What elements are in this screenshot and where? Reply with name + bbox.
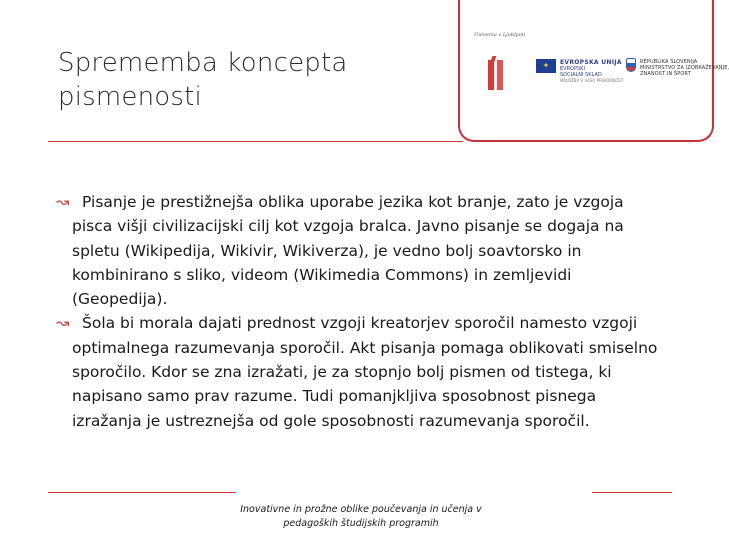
ministry-text-1: REPUBLIKA SLOVENIJA <box>640 59 698 65</box>
list-item <box>58 190 658 311</box>
ministry-text-3: ZNANOST IN ŠPORT <box>640 71 691 77</box>
ornamental-bullet-icon: ↝ <box>56 192 70 211</box>
coat-of-arms-icon <box>626 58 636 72</box>
university-logo-icon <box>486 56 506 90</box>
eu-text-2: EVROPSKI <box>560 66 585 72</box>
slide-title-line-2: pismenosti <box>58 82 202 112</box>
eu-text-3: SOCIALNI SKLAD <box>560 72 602 78</box>
slide-title-line-1: Sprememba koncepta <box>58 48 348 78</box>
bullet-text: Pisanje je prestižnejša oblika uporabe jezika kot branje, zato je vzgoja pisca višji civilizacijski cilj kot vzgoja bralca. Javno pisanje se dogaja na spletu (Wikipedija, Wikivir, Wikiverza), je vedno bolj soavtorsko in kombinirano s sliko, videom (Wikimedia Commons) in zemljevidi (Geopedija). <box>72 193 624 309</box>
slide-footer <box>226 503 496 531</box>
footer-line-2: pedagoških študijskih programih <box>283 518 439 529</box>
bullet-text: Šola bi morala dajati prednost vzgoji kreatorjev sporočil namesto vzgoji optimalnega razumevanja sporočil. Akt pisanja pomaga oblikovati smiselno sporočilo. Kdor se zna izražati, je za stopnjo bolj pismen od tistega, ki napisano samo prav razume. Tudi pomanjkljiva sposobnost pisnega izražanja je ustreznejša od gole sposobnosti razumevanja sporočil. <box>72 314 658 430</box>
footer-divider-right <box>592 492 672 493</box>
logo-caption: Univerza v Ljubljani <box>474 32 526 38</box>
eu-flag-icon: ✦ <box>536 59 556 73</box>
title-divider <box>48 141 463 142</box>
slide-title <box>58 46 438 114</box>
logo-banner <box>458 0 729 142</box>
bullet-list <box>58 190 658 433</box>
eu-text-1: EVROPSKA UNIJA <box>560 59 622 66</box>
ornamental-bullet-icon: ↝ <box>56 313 70 333</box>
footer-line-1: Inovativne in prožne oblike poučevanja in učenja v <box>240 504 482 515</box>
list-item <box>58 311 658 432</box>
footer-divider-left <box>48 492 236 493</box>
ministry-text-2: MINISTRSTVO ZA IZOBRAŽEVANJE, <box>640 65 729 71</box>
eu-logo-text <box>560 59 624 84</box>
eu-text-4: NALOŽBA V VAŠO PRIHODNOST <box>560 78 624 83</box>
ministry-logo-text <box>640 59 729 77</box>
